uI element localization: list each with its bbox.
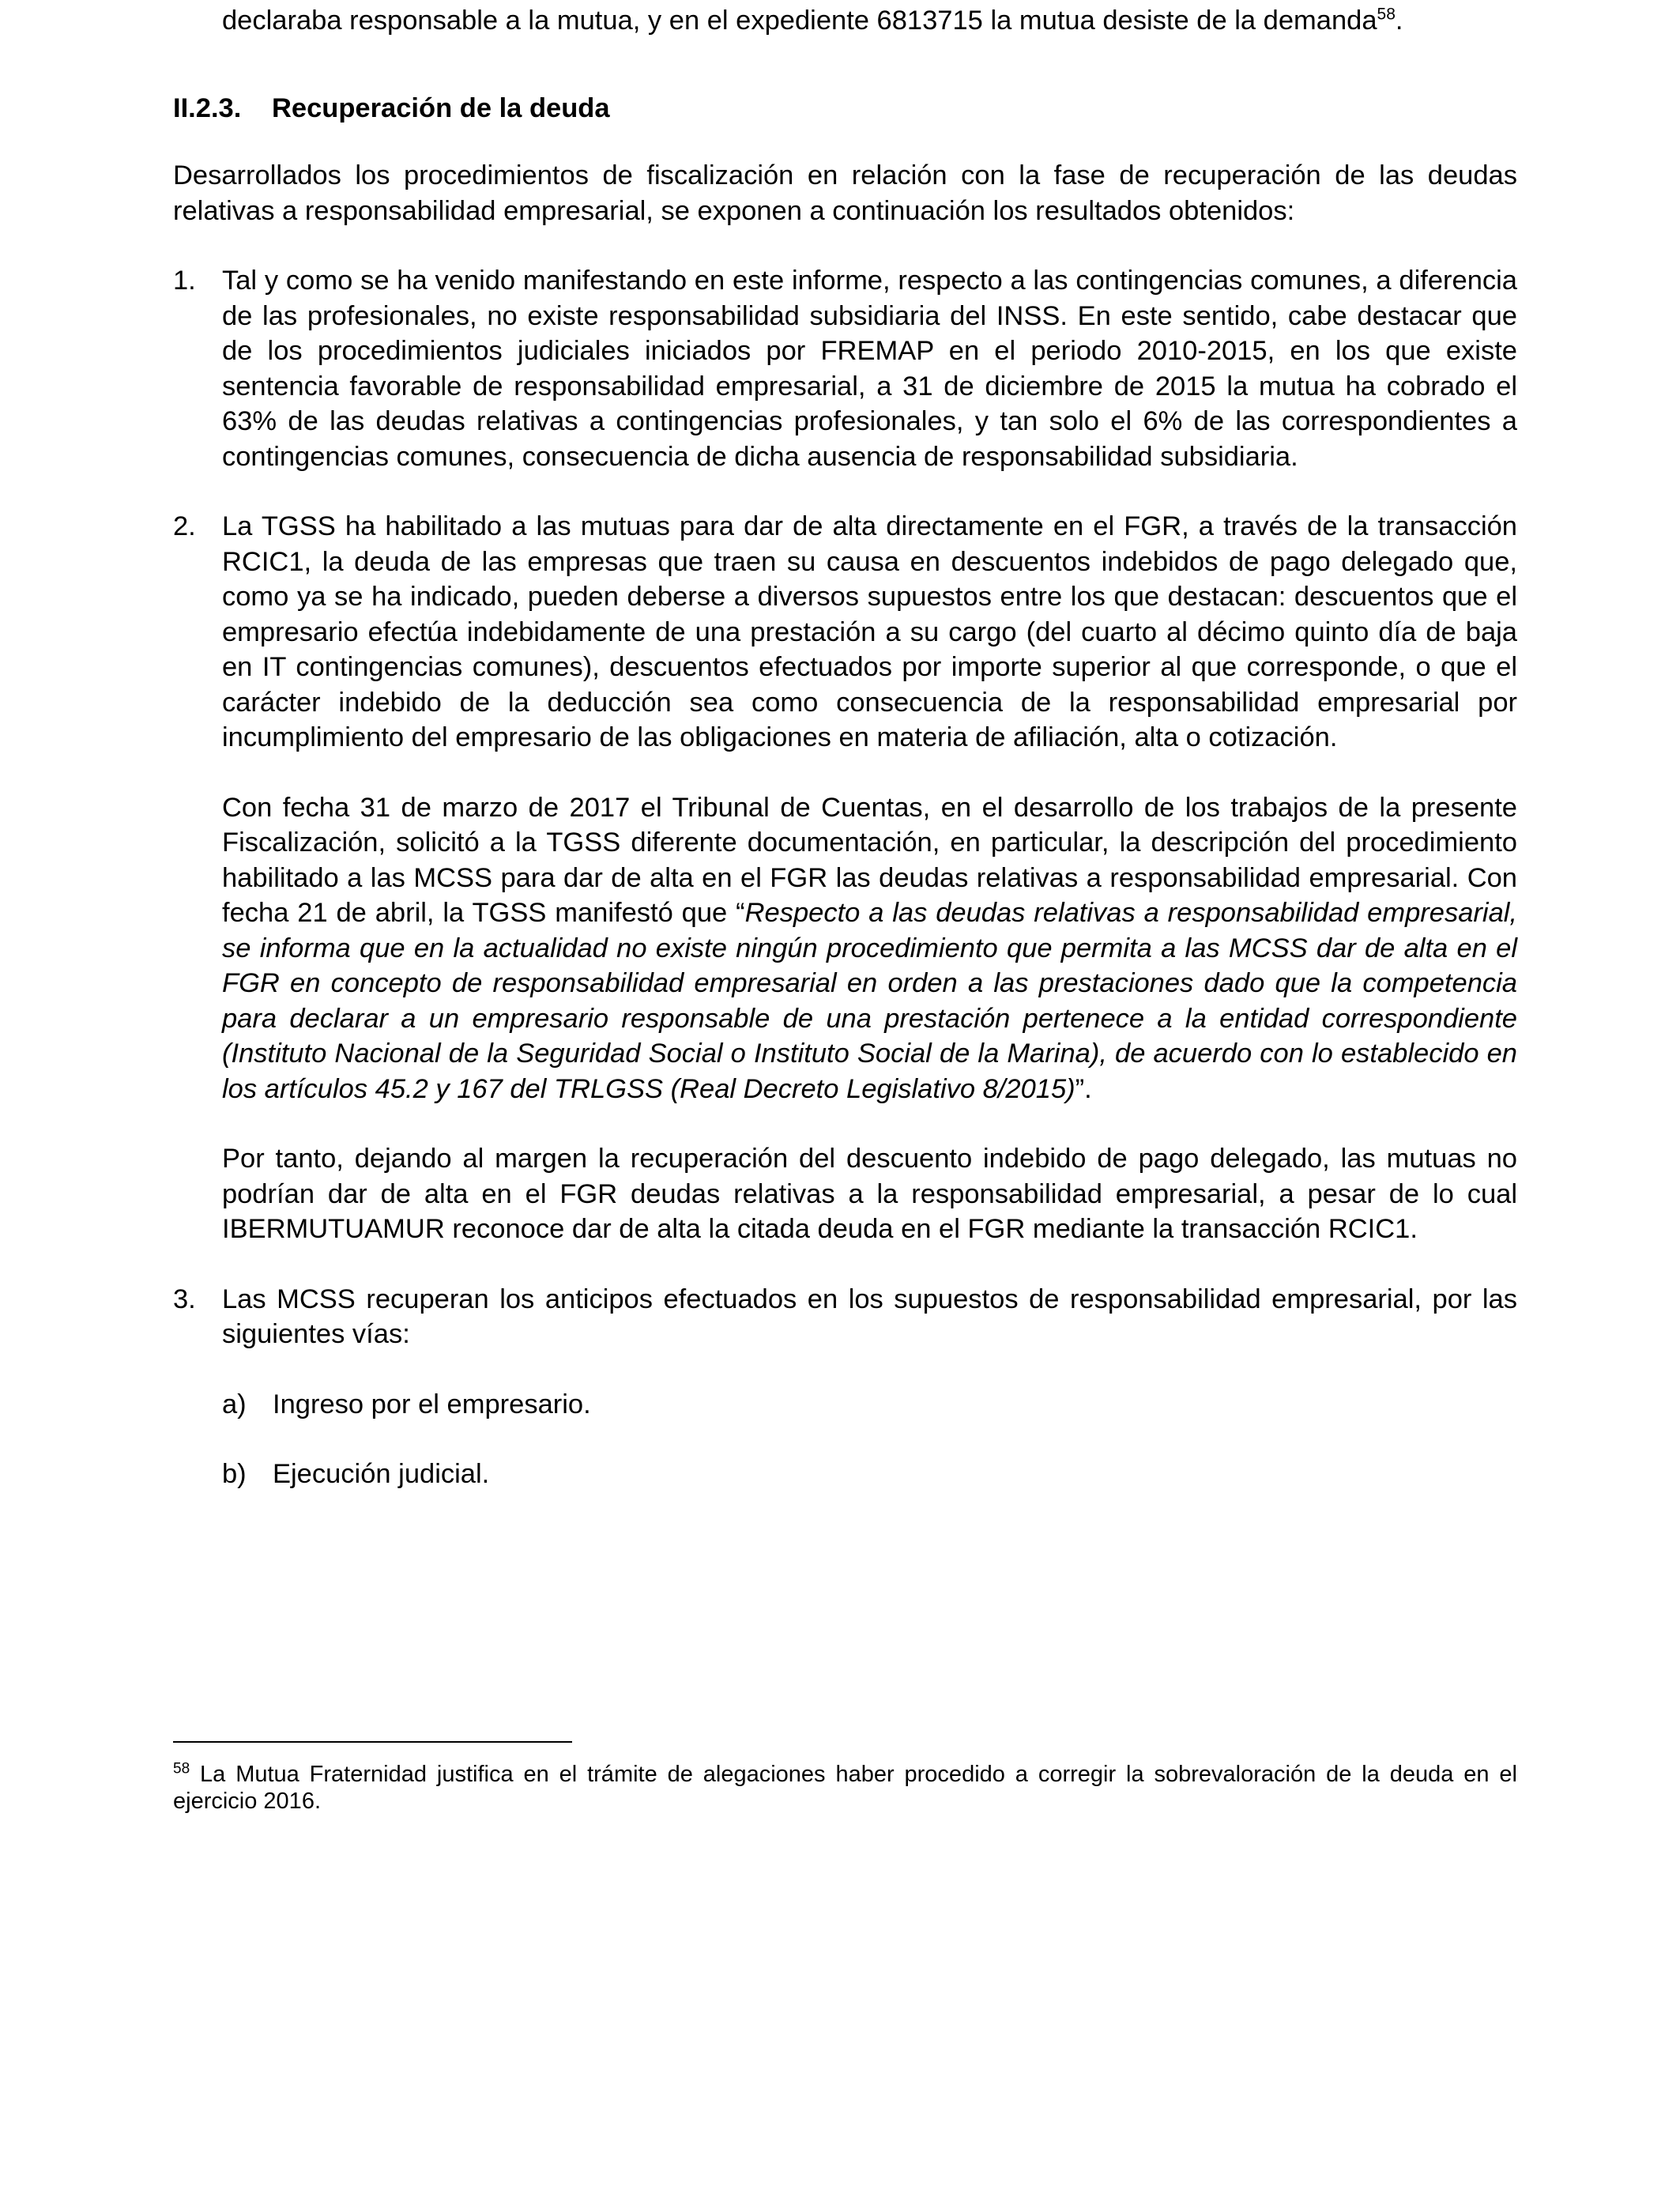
list-item-text: Tal y como se ha venido manifestando en este informe, respecto a las contingencias comunes, a diferencia de las profesionales, no existe responsabilidad subsidiaria del INSS. En este sentido, cabe destacar que de los procedimientos judiciales iniciados por FREMAP en el periodo 2010-2015, en los que existe sentencia favorable de responsabilidad empresarial, a 31 de diciembre de 2015 la mutua ha cobrado el 63% de las deudas relativas a contingencias profesionales, y tan solo el 6% de las correspondientes a contingencias comunes, consecuencia de dicha ausencia de responsabilidad subsidiaria. — [222, 266, 1517, 472]
sub-item-b — [222, 1457, 1517, 1492]
sub-marker: b) — [222, 1459, 247, 1489]
section-title: Recuperación de la deuda — [272, 92, 610, 123]
list-item-3 — [173, 1282, 1517, 1492]
tgss-statement-paragraph — [222, 790, 1517, 1107]
document-page — [173, 3, 1517, 1492]
list-marker: 2. — [173, 511, 196, 541]
intro-paragraph: Desarrollados los procedimientos de fiscalización en relación con la fase de recuperación de las deudas relativas a responsabilidad empresarial, se exponen a continuación los resultados obtenidos: — [173, 160, 1517, 226]
statement-end: ”. — [1075, 1073, 1092, 1104]
list-item-text: Las MCSS recuperan los anticipos efectuados en los supuestos de responsabilidad empresarial, por las siguientes vías: — [222, 1284, 1517, 1349]
list-item-text: La TGSS ha habilitado a las mutuas para dar de alta directamente en el FGR, a través de la transacción RCIC1, la deuda de las empresas que traen su causa en descuentos indebidos de pago delegado que, como ya se ha indicado, pueden deberse a diversos supuestos entre los que destacan: descuentos que el empresario efectúa indebidamente de una prestación a su cargo (del cuarto al décimo quinto día de baja en IT contingencias comunes), descuentos efectuados por importe superior al que corresponde, o que el carácter indebido de la deducción sea como consecuencia de la responsabilidad empresarial por incumplimiento del empresario de las obligaciones en materia de afiliación, alta o cotización. — [222, 511, 1517, 752]
continued-paragraph — [173, 3, 1517, 39]
footnote — [173, 1761, 1517, 1815]
continued-text-end: . — [1395, 6, 1403, 36]
section-heading — [173, 91, 1517, 126]
footnote-number: 58 — [173, 1760, 190, 1777]
footnote-reference[interactable]: 58 — [1377, 5, 1396, 24]
footnote-separator — [173, 1741, 572, 1743]
section-number: II.2.3. — [173, 92, 242, 123]
list-marker: 1. — [173, 266, 196, 296]
continued-text: declaraba responsable a la mutua, y en el expediente 6813715 la mutua desiste de la demanda — [222, 6, 1377, 36]
list-item-1 — [173, 263, 1517, 474]
list-item-2 — [173, 509, 1517, 1247]
sub-marker: a) — [222, 1389, 247, 1419]
sub-item-text: Ejecución judicial. — [273, 1459, 490, 1489]
list-marker: 3. — [173, 1284, 196, 1314]
footnote-text: La Mutua Fraternidad justifica en el trámite de alegaciones haber procedido a corregir la sobrevaloración de la deuda en el ejercicio 2016. — [173, 1762, 1517, 1814]
sub-item-a — [222, 1387, 1517, 1423]
sub-item-text: Ingreso por el empresario. — [273, 1389, 591, 1419]
statement-intro: Con fecha 31 de marzo de 2017 el Tribunal de Cuentas, en el desarrollo de los trabajos de la presente Fiscalización, solicitó a la TGSS diferente documentación, en particular, la descripción del procedimiento habilitado a las MCSS para dar de alta en el FGR las deudas relativas a responsabilidad empresarial. Con fecha 21 de abril, la TGSS manifestó que “ — [222, 792, 1517, 928]
conclusion-paragraph: Por tanto, dejando al margen la recuperación del descuento indebido de pago delegado, las mutuas no podrían dar de alta en el FGR deudas relativas a la responsabilidad empresarial, a pesar de lo cual IBERMUTUAMUR reconoce dar de alta la citada deuda en el FGR mediante la transacción RCIC1. — [222, 1144, 1517, 1244]
statement-quote: Respecto a las deudas relativas a responsabilidad empresarial, se informa que en la actualidad no existe ningún procedimiento que permita a las MCSS dar de alta en el FGR en concepto de responsabilidad empresarial en orden a las prestaciones dado que la competencia para declarar a un empresario responsable de una prestación pertenece a la entidad correspondiente (Instituto Nacional de la Seguridad Social o Instituto Social de la Marina), de acuerdo con lo establecido en los artículos 45.2 y 167 del TRLGSS (Real Decreto Legislativo 8/2015) — [222, 898, 1518, 1104]
